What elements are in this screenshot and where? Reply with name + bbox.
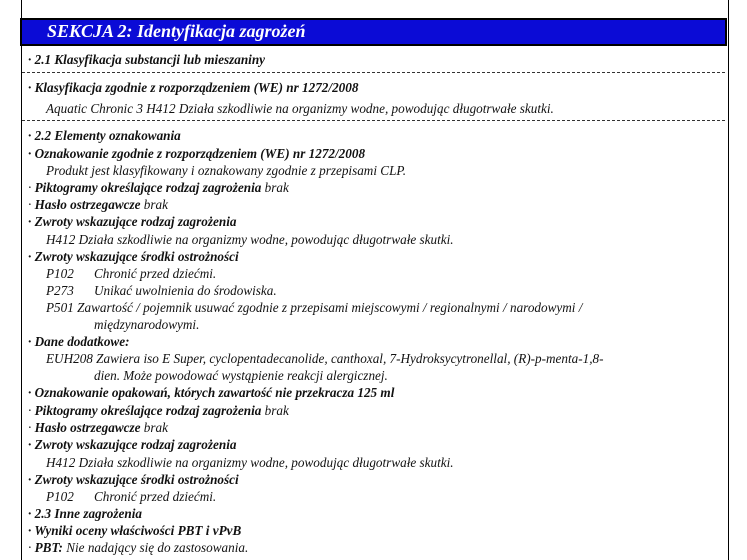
section-title: SEKCJA 2: Identyfikacja zagrożeń: [47, 21, 306, 41]
pbt-line: · PBT: Nie nadający się do zastosowania.: [28, 540, 249, 555]
precaution-p501: P501 Zawartość / pojemnik usuwać zgodnie z przepisami miejscowymi / regionalnymi / narodowymi /: [46, 300, 583, 315]
pictograms-line-2: · Piktogramy określające rodzaj zagrożenia brak: [28, 403, 289, 418]
divider: [22, 72, 725, 73]
signal-word-line: · Hasło ostrzegawcze brak: [28, 197, 168, 212]
hazard-statement: H412 Działa szkodliwie na organizmy wodne, powodując długotrwałe skutki.: [46, 232, 454, 247]
label-text: Produkt jest klasyfikowany i oznakowany zgodnie z przepisami CLP.: [46, 163, 407, 178]
subsection-2-3: · 2.3 Inne zagrożenia: [28, 506, 142, 521]
hazard-statements-heading: · Zwroty wskazujące rodzaj zagrożenia: [28, 214, 237, 229]
precaution-p102-2: P102 Chronić przed dziećmi.: [46, 489, 217, 504]
classification-text: Aquatic Chronic 3 H412 Działa szkodliwie na organizmy wodne, powodując długotrwałe skutki.: [46, 101, 554, 116]
euh208-text-cont: dien. Może powodować wystąpienie reakcji alergicznej.: [94, 368, 388, 383]
precaution-p273: P273 Unikać uwolnienia do środowiska.: [46, 283, 277, 298]
label-heading: · Oznakowanie zgodnie z rozporządzeniem (WE) nr 1272/2008: [28, 146, 366, 161]
hazard-statements-heading-2: · Zwroty wskazujące rodzaj zagrożenia: [28, 437, 237, 452]
signal-word-line-2: · Hasło ostrzegawcze brak: [28, 420, 168, 435]
pbt-heading: · Wyniki oceny właściwości PBT i vPvB: [28, 523, 242, 538]
hazard-statement-2: H412 Działa szkodliwie na organizmy wodne, powodując długotrwałe skutki.: [46, 455, 454, 470]
precaution-p102: P102 Chronić przed dziećmi.: [46, 266, 217, 281]
divider: [22, 120, 725, 121]
euh208-text: EUH208 Zawiera iso E Super, cyclopentadecanolide, canthoxal, 7-Hydroksycytronellal, (R)-p-menta-1,8-: [46, 351, 604, 366]
packaging-heading: · Oznakowanie opakowań, których zawartość nie przekracza 125 ml: [28, 385, 395, 400]
section-header: [20, 18, 727, 46]
pictograms-line: · Piktogramy określające rodzaj zagrożenia brak: [28, 180, 289, 195]
subsection-2-1: · 2.1 Klasyfikacja substancji lub mieszaniny: [28, 52, 266, 67]
precautionary-heading-2: · Zwroty wskazujące środki ostrożności: [28, 472, 239, 487]
classification-heading: · Klasyfikacja zgodnie z rozporządzeniem (WE) nr 1272/2008: [28, 80, 359, 95]
precautionary-heading: · Zwroty wskazujące środki ostrożności: [28, 249, 239, 264]
precaution-p501-cont: międzynarodowymi.: [94, 317, 200, 332]
subsection-2-2: · 2.2 Elementy oznakowania: [28, 128, 181, 143]
additional-info-heading: · Dane dodatkowe:: [28, 334, 130, 349]
